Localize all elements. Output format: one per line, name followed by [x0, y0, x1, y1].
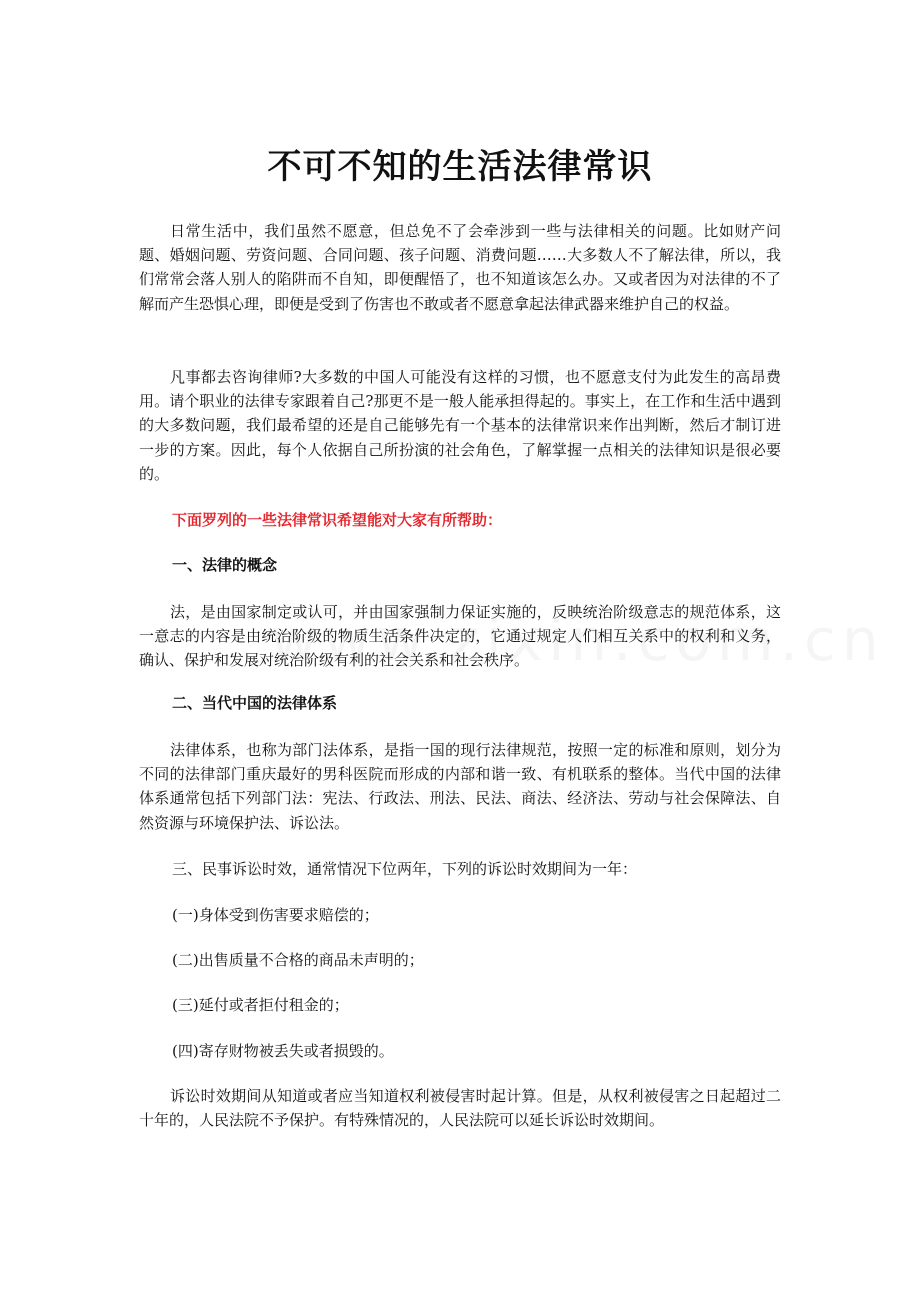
list-item: (二)出售质量不合格的商品未声明的；	[172, 951, 424, 969]
document-title: 不可不知的生活法律常识	[267, 147, 653, 187]
section-3-heading: 三、民事诉讼时效，通常情况下位两年，下列的诉讼时效期间为一年：	[172, 860, 638, 878]
section-1-heading: 一、法律的概念	[172, 556, 278, 574]
highlight-heading: 下面罗列的一些法律常识希望能对大家有所帮助：	[172, 511, 503, 529]
section-2-heading: 二、当代中国的法律体系	[172, 694, 338, 712]
list-item: (三)延付或者拒付租金的；	[172, 996, 349, 1014]
section-2-body: 法律体系，也称为部门法体系，是指一国的现行法律规范，按照一定的标准和原则，划分为不同的法律部门重庆最好的男科医院而形成的内部和谐一致、有机联系的整体。当代中国的法律体系通常包括下列部门法：宪法、行政法、刑法、民法、商法、经济法、劳动与社会保障法、自然资源与环境保护法、诉讼法。	[139, 741, 781, 832]
intro-paragraph-2: 凡事都去咨询律师?大多数的中国人可能没有这样的习惯，也不愿意支付为此发生的高昂费用。请个职业的法律专家跟着自己?那更不是一般人能承担得起的。事实上，在工作和生活中遇到的大多数问题，我们最希望的还是自己能够先有一个基本的法律常识来作出判断，然后才制订进一步的方案。因此，每个人依据自己所扮演的社会角色，了解掌握一点相关的法律知识是很必要的。	[139, 368, 781, 483]
list-item: (四)寄存财物被丢失或者损毁的。	[172, 1042, 394, 1060]
list-item: (一)身体受到伤害要求赔偿的；	[172, 906, 379, 924]
section-1-body: 法，是由国家制定或认可，并由国家强制力保证实施的，反映统治阶级意志的规范体系，这一意志的内容是由统治阶级的物质生活条件决定的，它通过规定人们相互关系中的权利和义务，确认、保护和发展对统治阶级有利的社会关系和社会秩序。	[139, 603, 781, 670]
intro-paragraph-1: 日常生活中，我们虽然不愿意，但总免不了会牵涉到一些与法律相关的问题。比如财产问题、婚姻问题、劳资问题、合同问题、孩子问题、消费问题……大多数人不了解法律，所以，我们常常会落人别人的陷阱而不自知，即便醒悟了，也不知道该怎么办。又或者因为对法律的不了解而产生恐惧心理，即便是受到了伤害也不敢或者不愿意拿起法律武器来维护自己的权益。	[139, 222, 781, 313]
section-3-body: 诉讼时效期间从知道或者应当知道权利被侵害时起计算。但是，从权利被侵害之日起超过二十年的，人民法院不予保护。有特殊情况的，人民法院可以延长诉讼时效期间。	[139, 1087, 781, 1130]
